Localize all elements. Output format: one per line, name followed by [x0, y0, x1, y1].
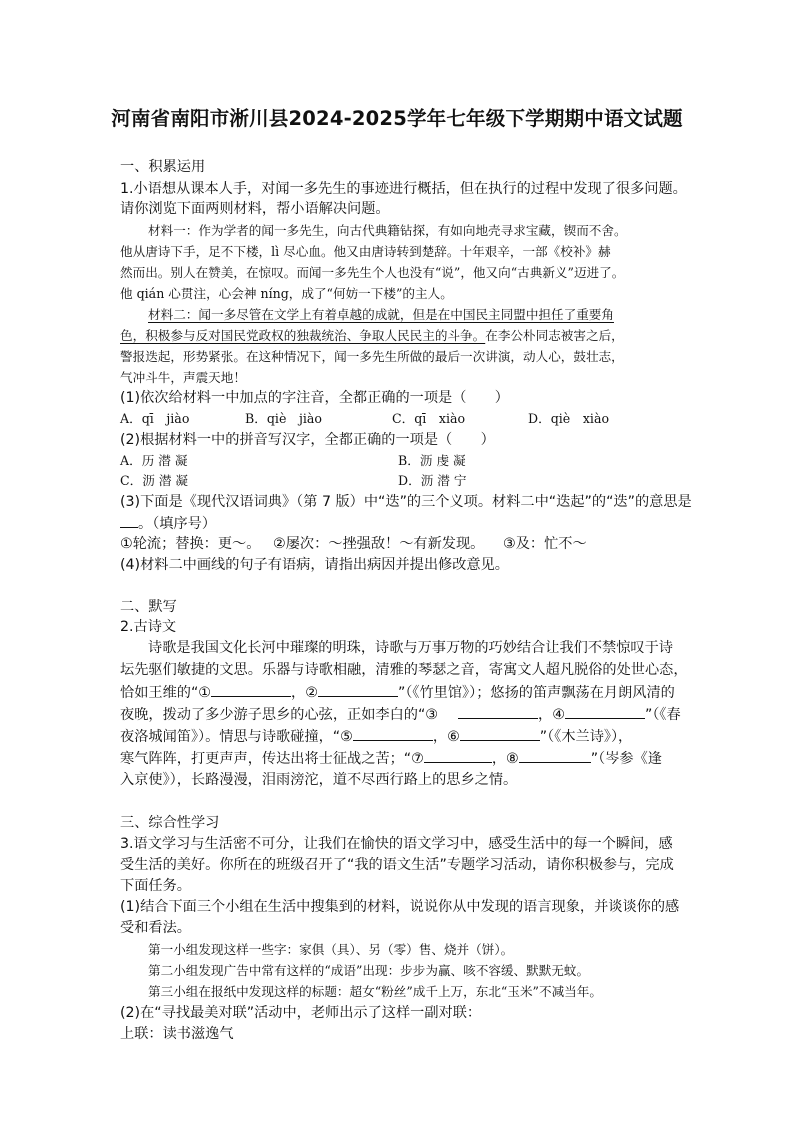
fill-blank-7[interactable]: [424, 748, 492, 763]
option-a: A．qī jiào: [120, 411, 190, 426]
page-title: 河南省南阳市淅川县2024-2025学年七年级下学期期中语文试题: [111, 107, 683, 130]
definition-1: ①轮流；替换：更～。: [120, 536, 261, 552]
sub-question-1: 受和看法。: [120, 920, 191, 936]
option-d: D．qiè xiào: [528, 411, 610, 426]
option-b: B．qiè jiào: [245, 411, 323, 426]
question-1-line: 请你浏览下面两则材料，帮小语解决问题。: [120, 201, 390, 217]
material-2-line: 警报迭起，形势紧张。在这种情况下，闻一多先生所做的最后一次讲演，动人心，鼓壮志，: [120, 349, 624, 364]
question-2: 2.古诗文: [120, 619, 177, 635]
sub-question-3-tail: 。（填序号）: [120, 513, 216, 534]
section-heading: 二、默写: [120, 599, 177, 615]
group-finding: 第三小组在报纸中发现这样的标题：超女“粉丝”成千上万，东北“玉米”不减当年。: [148, 984, 602, 999]
material-2-line: 色，积极参与反对国民党政权的独裁统治、争取人民民主的斗争。在李公朴同志被害之后，: [120, 328, 624, 343]
sub-question-2: (2)在“寻找最美对联”活动中，老师出示了这样一副对联：: [120, 1005, 482, 1021]
material-1-line: 他 qián 心贯注，心会神 níng，成了“何妨一下楼”的主人。: [120, 286, 453, 301]
material-1-line: 然而出。别人在赞美，在惊叹。而闻一多先生个人也没有“说”，他又向“古典新义”迈进了。: [120, 265, 625, 280]
option-d: D．沥 潜 宁: [398, 473, 467, 488]
underlined-sentence: 色，积极参与反对国民党政权的独裁统治、争取人民民主的斗争。: [120, 328, 486, 343]
option-c: C．qī xiào: [392, 411, 466, 426]
option-c: C．沥 潜 凝: [120, 473, 189, 488]
fill-blank-8[interactable]: [519, 748, 591, 763]
fill-blank-2[interactable]: [318, 682, 398, 697]
question-3-line: 受生活的美好。你所在的班级召开了“我的语文生活”专题学习活动，请你积极参与，完成: [120, 857, 674, 873]
question-3-line: 3.语文学习与生活密不可分，让我们在愉快的语文学习中，感受生活中的每一个瞬间，感: [120, 836, 673, 852]
answer-blank[interactable]: [120, 513, 138, 528]
group-finding: 第一小组发现这样一些字：家俱（具）、另（零）售、烧并（饼）。: [148, 942, 514, 957]
passage-line: 诗歌是我国文化长河中璀璨的明珠，诗歌与万事万物的巧妙结合让我们不禁惊叹于诗: [148, 640, 673, 656]
question-1-line: 1.小语想从课本人手，对闻一多先生的事迹进行概括，但在执行的过程中发现了很多问题。: [120, 181, 687, 197]
passage-line: 恰如王维的“① ，② ”（《竹里馆》）；悠扬的笛声飘荡在月朗风清的: [120, 682, 675, 703]
passage-line: 入京使》），长路漫漫，泪雨滂沱，道不尽西行路上的思乡之情。: [120, 772, 518, 788]
passage-line: 寒气阵阵，打更声声，传达出将士征战之苦；“⑦ ，⑧ ”（岑参《逢: [120, 748, 662, 769]
material-2-line: 气冲斗牛，声震天地！: [120, 370, 246, 385]
material-2-line: [148, 305, 614, 325]
group-finding: 第二小组发现广告中常有这样的“成语”出现：步步为赢、咳不容缓、默默无蚊。: [148, 963, 590, 978]
sub-question-3: (3)下面是《现代汉语词典》（第 7 版）中“迭”的三个义项。材料二中“迭起”的“迭”的意思是: [120, 494, 692, 510]
sub-question-1: (1)依次给材料一中加点的字注音，全都正确的一项是（ ）: [120, 390, 509, 406]
section-heading: 一、积累运用: [120, 159, 206, 175]
material-1-line: 他从唐诗下手，足不下楼，lì 尽心血。他又由唐诗转到楚辞。十年艰辛，一部《校补》赫: [120, 244, 611, 259]
underlined-sentence: 材料二：闻一多尽管在文学上有着卓越的成就，但是在中国民主同盟中担任了重要角: [148, 307, 614, 322]
passage-line: 夜洛城闻笛》）。情思与诗歌碰撞，“⑤ ，⑥ ”（《木兰诗》），: [120, 726, 632, 747]
sub-question-4: (4)材料二中画线的句子有语病，请指出病因并提出修改意见。: [120, 557, 509, 573]
definition-3: ③及：忙不～: [503, 536, 587, 552]
fill-blank-4[interactable]: [565, 704, 645, 719]
couplet-first-line: 上联：读书滋逸气: [120, 1026, 234, 1042]
sub-question-2: (2)根据材料一中的拼音写汉字，全都正确的一项是（ ）: [120, 432, 495, 448]
material-1-line: 材料一：作为学者的闻一多先生，向古代典籍钻探，有如向地壳寻求宝藏，锲而不舍。: [148, 223, 627, 238]
passage-line: 夜晚，拨动了多少游子思乡的心弦，正如李白的“③ ，④ ”（《春: [120, 704, 681, 725]
option-a: A．历 潜 凝: [120, 453, 188, 468]
fill-blank-6[interactable]: [460, 726, 540, 741]
option-b: B．沥 虔 凝: [398, 453, 466, 468]
question-3-line: 下面任务。: [120, 878, 191, 894]
fill-blank-1[interactable]: [211, 682, 291, 697]
sub-question-1: (1)结合下面三个小组在生活中搜集到的材料，说说你从中发现的语言现象，并谈谈你的感: [120, 899, 680, 915]
fill-blank-5[interactable]: [353, 726, 433, 741]
fill-blank-3[interactable]: [458, 704, 538, 719]
section-heading: 三、综合性学习: [120, 815, 220, 831]
passage-line: 坛先驱们敏捷的文思。乐器与诗歌相融，清雅的琴瑟之音，寄寓文人超凡脱俗的处世心态，: [120, 662, 688, 678]
definition-2: ②屡次：～挫强敌！～有新发现。: [273, 536, 485, 552]
